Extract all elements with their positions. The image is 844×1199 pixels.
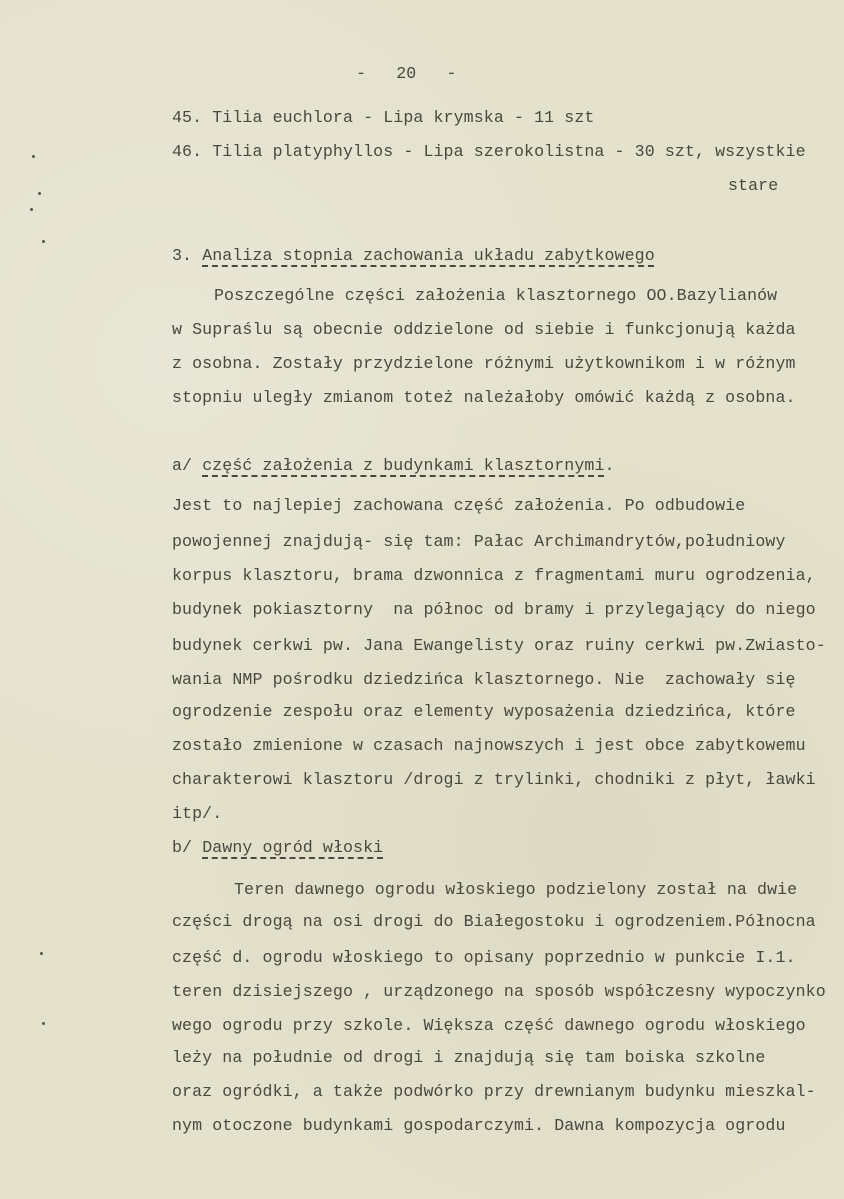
paragraph-line: ogrodzenie zespołu oraz elementy wyposażenia dziedzińca, które bbox=[172, 702, 796, 721]
paragraph-line: w Supraślu są obecnie oddzielone od siebie i funkcjonują każda bbox=[172, 320, 796, 339]
section-heading bbox=[172, 246, 655, 266]
list-item-continuation: stare bbox=[728, 176, 779, 195]
paragraph-line: charakterowi klasztoru /drogi z trylinki, chodniki z płyt, ławki bbox=[172, 770, 816, 789]
subsection-title: Dawny ogród włoski bbox=[202, 838, 384, 857]
margin-mark bbox=[32, 155, 35, 158]
section-title: Analiza stopnia zachowania układu zabytkowego bbox=[202, 246, 655, 265]
paragraph-line: z osobna. Zostały przydzielone różnymi użytkownikom i w różnym bbox=[172, 354, 796, 373]
list-item: 45. Tilia euchlora - Lipa krymska - 11 szt bbox=[172, 108, 595, 127]
paragraph-line: itp/. bbox=[172, 804, 223, 823]
paragraph-line: Teren dawnego ogrodu włoskiego podzielony został na dwie bbox=[234, 880, 798, 899]
margin-mark bbox=[30, 208, 33, 211]
subsection-heading bbox=[172, 838, 383, 858]
margin-mark bbox=[42, 240, 45, 243]
paragraph-line: budynek pokiasztorny na północ od bramy i przylegający do niego bbox=[172, 600, 816, 619]
paragraph-line: teren dzisiejszego , urządzonego na sposób współczesny wypoczynko bbox=[172, 982, 826, 1001]
paragraph-line: leży na południe od drogi i znajdują się tam boiska szkolne bbox=[172, 1048, 766, 1067]
margin-mark bbox=[38, 192, 41, 195]
subsection-title: część założenia z budynkami klasztornymi bbox=[202, 456, 605, 475]
margin-mark bbox=[40, 952, 43, 955]
paragraph-line: budynek cerkwi pw. Jana Ewangelisty oraz ruiny cerkwi pw.Zwiasto- bbox=[172, 636, 826, 655]
paragraph-line: powojennej znajdują- się tam: Pałac Archimandrytów,południowy bbox=[172, 532, 786, 551]
paragraph-line: Jest to najlepiej zachowana część założenia. Po odbudowie bbox=[172, 496, 746, 515]
paragraph-line: część d. ogrodu włoskiego to opisany poprzednio w punkcie I.1. bbox=[172, 948, 796, 967]
subsection-marker: b/ bbox=[172, 838, 203, 857]
paragraph-line: oraz ogródki, a także podwórko przy drewnianym budynku mieszkal- bbox=[172, 1082, 816, 1101]
heading-period: . bbox=[604, 456, 615, 475]
paragraph-line: wego ogrodu przy szkole. Większa część dawnego ogrodu włoskiego bbox=[172, 1016, 806, 1035]
margin-mark bbox=[42, 1022, 45, 1025]
paragraph-line: korpus klasztoru, brama dzwonnica z fragmentami muru ogrodzenia, bbox=[172, 566, 816, 585]
paragraph-line: zostało zmienione w czasach najnowszych i jest obce zabytkowemu bbox=[172, 736, 806, 755]
subsection-heading bbox=[172, 456, 615, 476]
paragraph-line: Poszczególne części założenia klasztornego OO.Bazylianów bbox=[214, 286, 778, 305]
section-number: 3. bbox=[172, 246, 203, 265]
paragraph-line: wania NMP pośrodku dziedzińca klasztornego. Nie zachowały się bbox=[172, 670, 796, 689]
paragraph-line: części drogą na osi drogi do Białegostoku i ogrodzeniem.Północna bbox=[172, 912, 816, 931]
list-item: 46. Tilia platyphyllos - Lipa szerokolistna - 30 szt, wszystkie bbox=[172, 142, 806, 161]
page-number: - 20 - bbox=[356, 64, 457, 83]
paragraph-line: nym otoczone budynkami gospodarczymi. Dawna kompozycja ogrodu bbox=[172, 1116, 786, 1135]
subsection-marker: a/ bbox=[172, 456, 203, 475]
paragraph-line: stopniu uległy zmianom toteż należałoby omówić każdą z osobna. bbox=[172, 388, 796, 407]
